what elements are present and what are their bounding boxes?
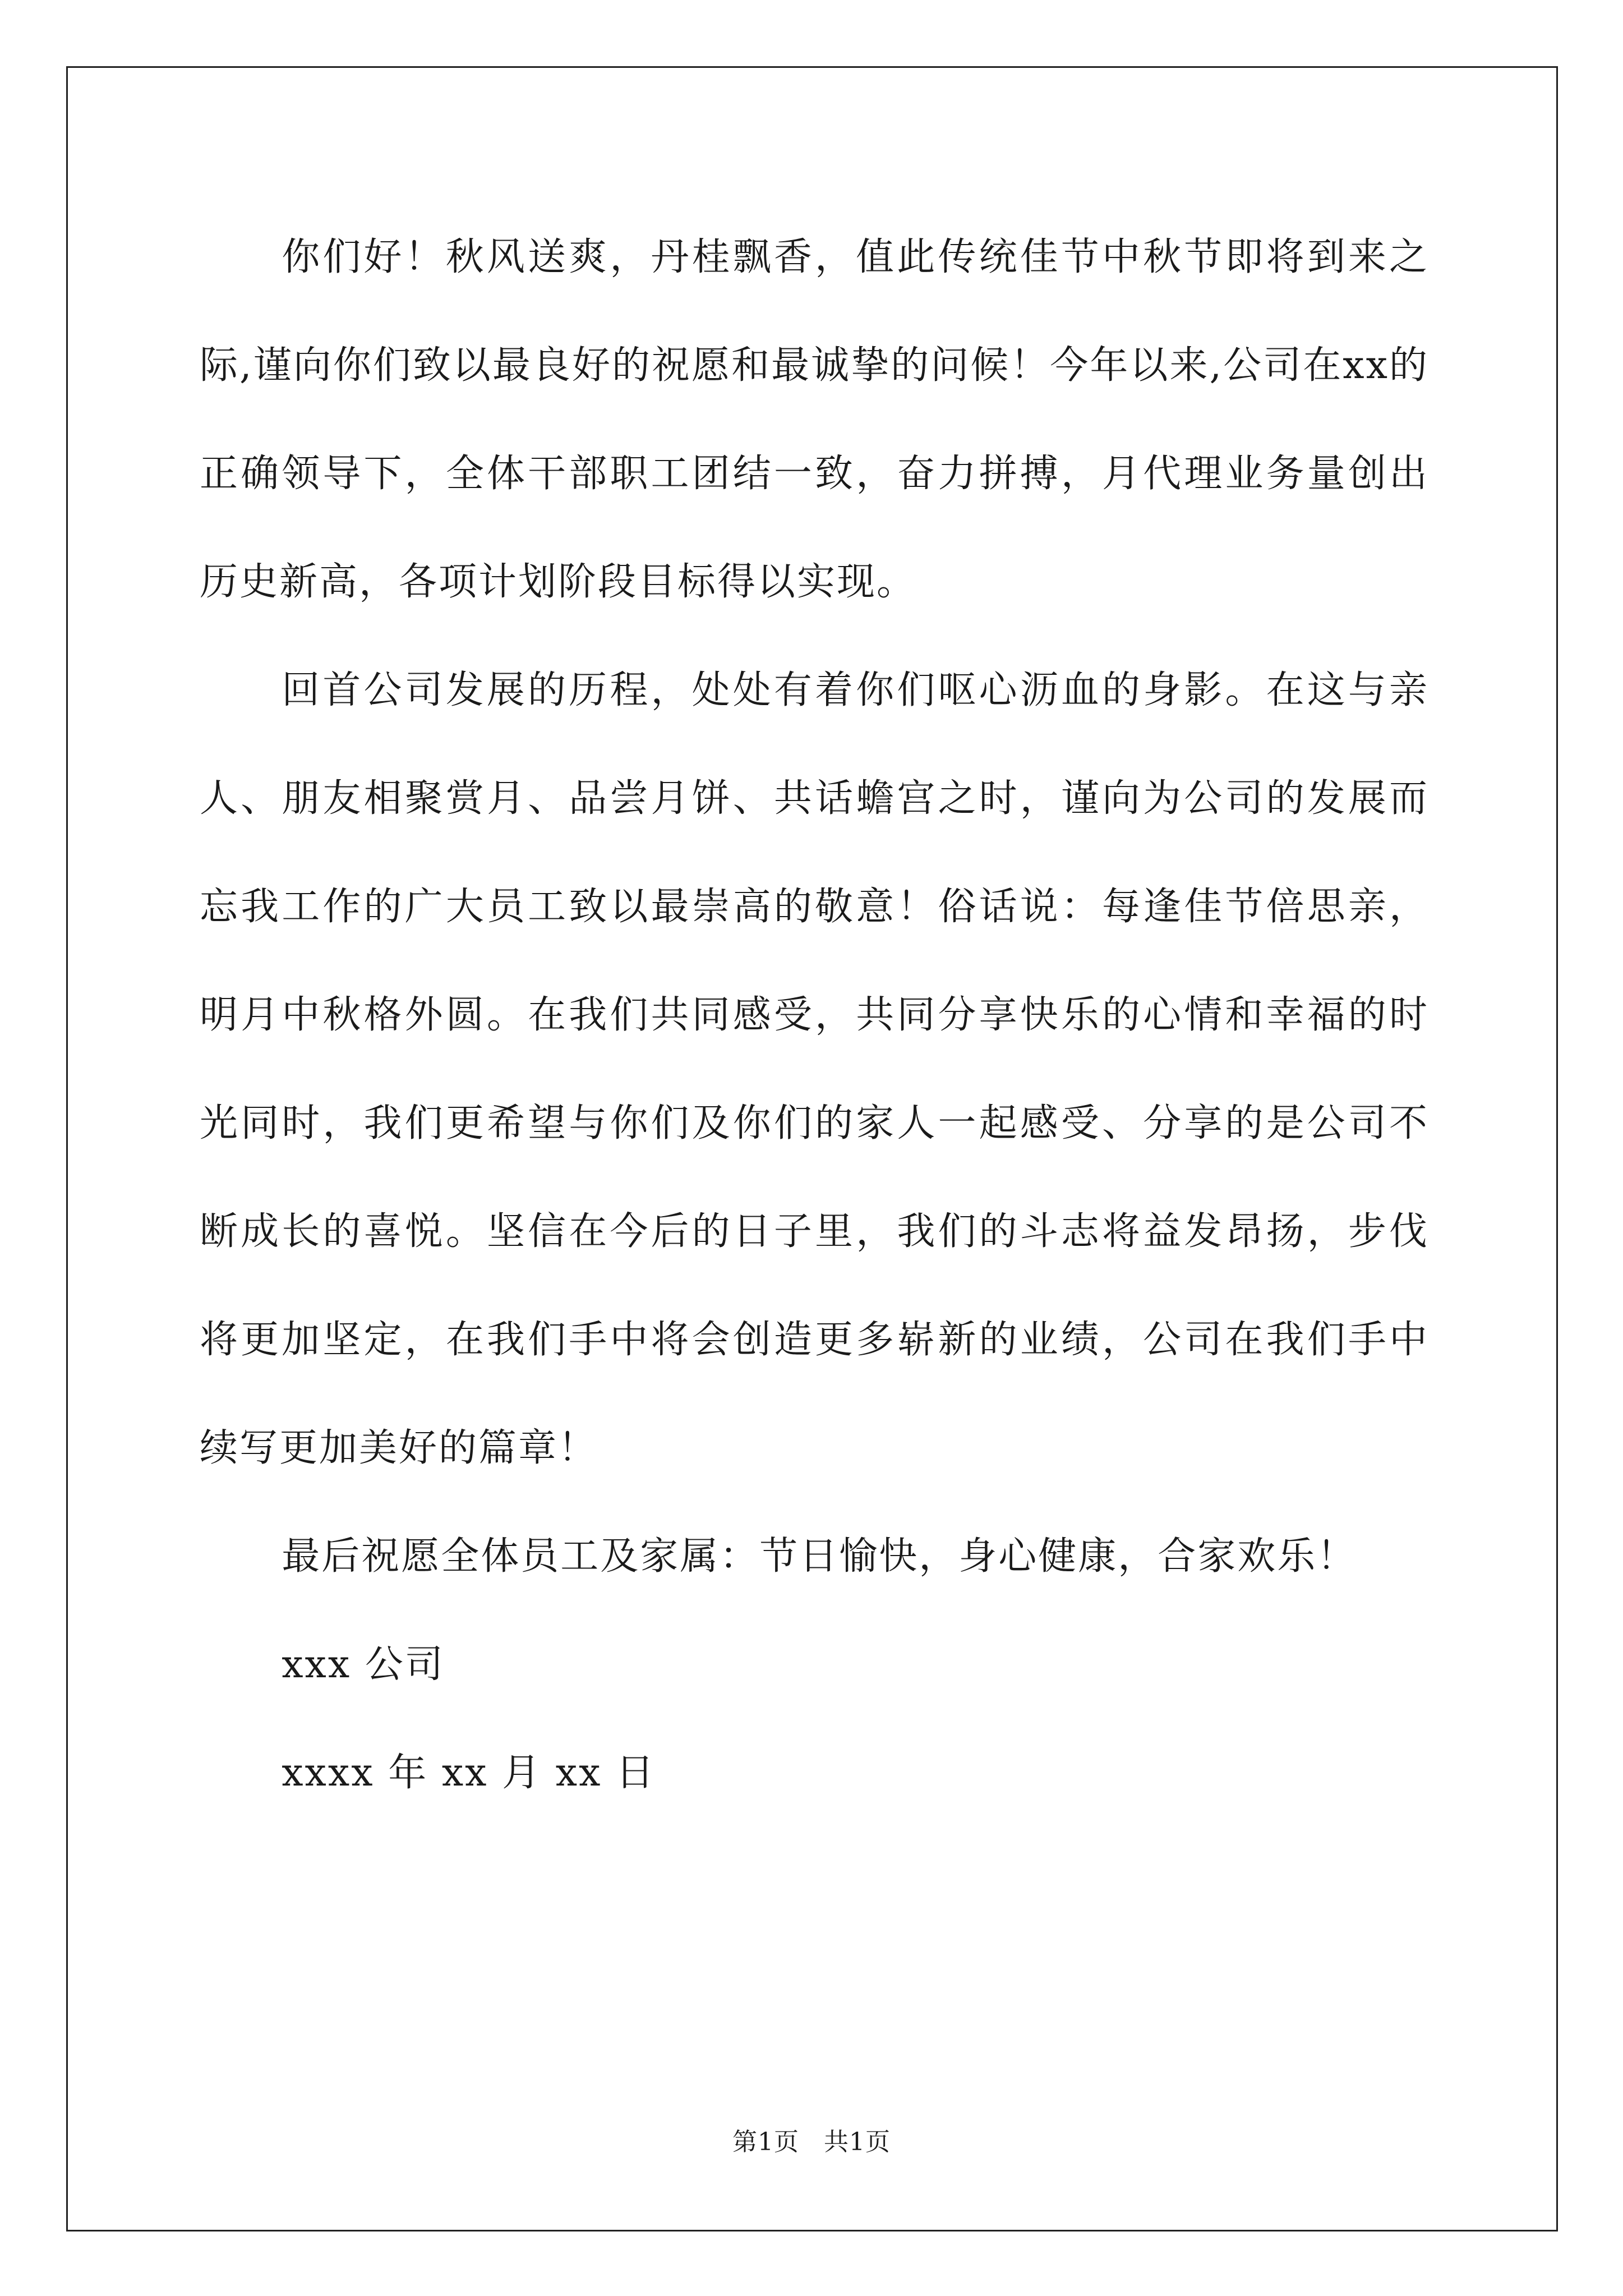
signature-date: xxxx 年 xx 月 xx 日 (282, 1751, 656, 1795)
signature-company: xxx 公司 (282, 1642, 445, 1687)
paragraph-wishes: 最后祝愿全体员工及家属：节日愉快，身心健康，合家欢乐！ (282, 1534, 1357, 1579)
page-total: 共1页 (824, 2128, 891, 2156)
paragraph-retrospect: 回首公司发展的历程，处处有着你们呕心沥血的身影。在这与亲人、朋友相聚赏月、品尝月饼、共话蟾宫之时，谨向为公司的发展而忘我工作的广大员工致以最崇高的敬意！俗话说：每逢佳节倍思亲，明月中秋格外圆。在我们共同感受，共同分享快乐的心情和幸福的时光同时，我们更希望与你们及你们的家人一起感受、分享的是公司不断成长的喜悦。坚信在今后的日子里，我们的斗志将益发昂扬，步伐将更加坚定，在我们手中将会创造更多崭新的业绩，公司在我们手中续写更加美好的篇章！ (200, 668, 1429, 1470)
document-body (200, 203, 1429, 1827)
page-footer (0, 2122, 1623, 2157)
paragraph-greeting: 你们好！秋风送爽，丹桂飘香，值此传统佳节中秋节即将到来之际,谨向你们致以最良好的祝愿和最诚挚的问候！今年以来,公司在xx的正确领导下，全体干部职工团结一致，奋力拼搏，月代理业务量创出历史新高，各项计划阶段目标得以实现。 (200, 235, 1429, 604)
page-number: 第1页 (732, 2128, 799, 2156)
